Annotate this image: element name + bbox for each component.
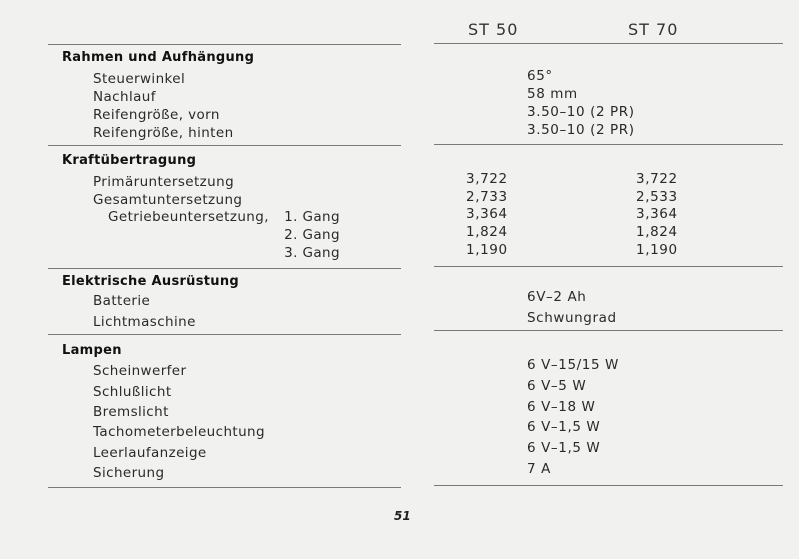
section-title-lamps: Lampen — [62, 343, 122, 358]
section-title-transmission: Kraftübertragung — [62, 153, 197, 168]
gear-label-2: 2. Gang — [284, 227, 340, 243]
item-generator: Lichtmaschine — [93, 314, 196, 330]
item-battery: Batterie — [93, 293, 151, 309]
item-speedometer-light: Tachometerbeleuchtung — [93, 424, 265, 440]
st50-gear-2: 1,824 — [466, 224, 508, 240]
value-steering-angle: 65° — [527, 68, 553, 84]
rule — [48, 268, 401, 269]
value-tire-rear: 3.50–10 (2 PR) — [527, 122, 635, 138]
value-speedometer-light: 6 V–1,5 W — [527, 419, 601, 435]
item-tire-rear: Reifengröße, hinten — [93, 125, 234, 141]
rule — [434, 330, 783, 331]
section-title-electrical: Elektrische Ausrüstung — [62, 274, 240, 289]
column-header-st70: ST 70 — [628, 20, 679, 39]
gear-label-1: 1. Gang — [284, 209, 340, 225]
item-tire-front: Reifengröße, vorn — [93, 107, 220, 123]
item-overall-ratio: Gesamtuntersetzung — [93, 192, 243, 208]
section-title-frame: Rahmen und Aufhängung — [62, 50, 255, 65]
page-number: 51 — [394, 509, 411, 523]
value-headlight: 6 V–15/15 W — [527, 357, 620, 373]
st50-overall-ratio: 2,733 — [466, 189, 508, 205]
rule — [434, 266, 783, 267]
rule — [434, 144, 783, 145]
item-primary-ratio: Primäruntersetzung — [93, 174, 235, 190]
item-trail: Nachlauf — [93, 89, 156, 105]
st50-gear-1: 3,364 — [466, 206, 508, 222]
rule — [434, 43, 783, 44]
value-tire-front: 3.50–10 (2 PR) — [527, 104, 635, 120]
st50-gear-3: 1,190 — [466, 242, 508, 258]
value-trail: 58 mm — [527, 86, 578, 102]
st50-primary-ratio: 3,722 — [466, 171, 508, 187]
value-fuse: 7 A — [527, 461, 551, 477]
column-header-st50: ST 50 — [468, 20, 519, 39]
value-tail-light: 6 V–5 W — [527, 378, 587, 394]
item-headlight: Scheinwerfer — [93, 363, 187, 379]
item-steering-angle: Steuerwinkel — [93, 71, 186, 87]
st70-overall-ratio: 2,533 — [636, 189, 678, 205]
st70-primary-ratio: 3,722 — [636, 171, 678, 187]
st70-gear-3: 1,190 — [636, 242, 678, 258]
gear-label-3: 3. Gang — [284, 245, 340, 261]
rule — [434, 485, 783, 486]
rule — [48, 145, 401, 146]
item-neutral-indicator: Leerlaufanzeige — [93, 445, 207, 461]
st70-gear-2: 1,824 — [636, 224, 678, 240]
item-gearbox-ratio: Getriebeuntersetzung, — [108, 209, 269, 225]
value-battery: 6V–2 Ah — [527, 289, 587, 305]
item-brake-light: Bremslicht — [93, 404, 169, 420]
st70-gear-1: 3,364 — [636, 206, 678, 222]
rule — [48, 487, 401, 488]
value-neutral-indicator: 6 V–1,5 W — [527, 440, 601, 456]
rule — [48, 334, 401, 335]
value-generator: Schwungrad — [527, 310, 617, 326]
item-fuse: Sicherung — [93, 465, 165, 481]
value-brake-light: 6 V–18 W — [527, 399, 596, 415]
rule — [48, 44, 401, 45]
item-tail-light: Schlußlicht — [93, 384, 172, 400]
